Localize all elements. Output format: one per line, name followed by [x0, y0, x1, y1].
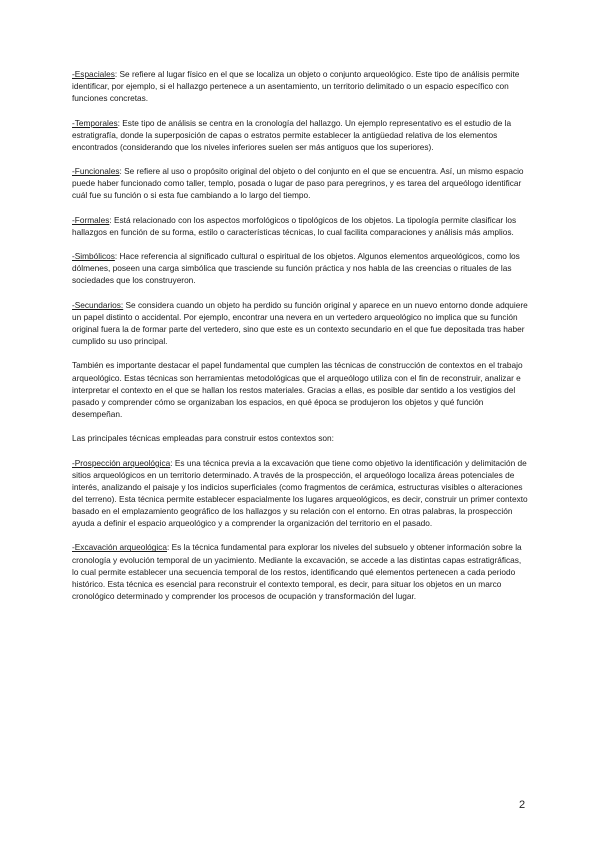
paragraph-text: : Este tipo de análisis se centra en la cronología del hallazgo. Un ejemplo representativo es el estudio de la estratigrafía, donde la superposición de capas o estratos permite establecer la antigüedad relativa de los elementos encontrados (considerando que los niveles inferiores suelen ser más antiguos que los superiores).	[72, 117, 512, 152]
term-excavacion: -Excavación arqueológica	[72, 542, 168, 553]
paragraph-text: Las principales técnicas empleadas para construir estos contextos son:	[72, 433, 334, 444]
term-formales: -Formales	[72, 214, 110, 225]
term-temporales: -Temporales	[72, 117, 118, 128]
paragraph-text: : Se refiere al lugar físico en el que se localiza un objeto o conjunto arqueológico. Este tipo de análisis permite identificar, por ejemplo, si el hallazgo pertenece a un asentamiento, un territorio delimitado o un espacio específico con funciones concretas.	[72, 69, 520, 104]
paragraph-funcionales	[72, 165, 528, 201]
term-espaciales: -Espaciales	[72, 69, 115, 79]
paragraph-text: : Es la técnica fundamental para explorar los niveles del subsuelo y obtener información sobre la cronología y evolución temporal de un yacimiento. Mediante la excavación, se accede a las distintas capas estratigráficas, lo cual permite establecer una secuencia temporal de los restos, identificando qué elementos pertenecen a cada periodo histórico. Esta técnica es esencial para reconstruir el contexto temporal, es decir, para situar los objetos en un marco cronológico determinado y comprender los procesos de ocupación y transformación del lugar.	[72, 542, 522, 601]
paragraph-text: : Está relacionado con los aspectos morfológicos o tipológicos de los objetos. La tipología permite clasificar los hallazgos en función de su forma, estilo o características técnicas, lo cual facilita comparaciones y análisis más amplios.	[72, 214, 517, 237]
paragraph-text: : Se refiere al uso o propósito original del objeto o del conjunto en el que se encuentra. Así, un mismo espacio puede haber funcionado como taller, templo, posada o lugar de paso para peregrinos, y es tarea del arqueólogo identificar cuál fue su función o si esta fue cambiando a lo largo del tiempo.	[72, 166, 524, 201]
term-prospeccion: -Prospección arqueológica	[72, 457, 171, 468]
paragraph-tecnicas-intro	[72, 359, 528, 419]
paragraph-text: : Es una técnica previa a la excavación que tiene como objetivo la identificación y delimitación de sitios arqueológicos en un territorio determinado. A través de la prospección, el arqueólogo localiza áreas potenciales de interés, analizando el paisaje y los indicios superficiales (como fragmentos de cerámica, estructuras visibles o alteraciones del terreno). Esta técnica permite establecer espacialmente los lugares arqueológicos, es decir, construir un primer contexto basado en el emplazamiento geográfico de los hallazgos y su relación con el entorno. En otras palabras, la prospección ayuda a definir el espacio arqueológico y a comprender la organización del territorio en el pasado.	[72, 457, 528, 529]
page-number: 2	[519, 799, 526, 811]
paragraph-text: Se considera cuando un objeto ha perdido su función original y aparece en un nuevo entorno donde adquiere un papel distinto o accidental. Por ejemplo, encontrar una nevera en un vertedero arqueológico no implica que su función original fuera la de formar parte del vertedero, sino que este es un contexto secundario en el que fue depositada tras haber cumplido su uso principal.	[72, 299, 528, 347]
paragraph-secundarios	[72, 299, 528, 347]
term-funcionales: -Funcionales	[72, 166, 120, 177]
paragraph-tecnicas-lead	[72, 432, 528, 444]
paragraph-text: : Hace referencia al significado cultural o espiritual de los objetos. Algunos elementos arqueológicos, como los dólmenes, poseen una carga simbólica que trasciende su función práctica y nos habla de las creencias o rituales de las sociedades que los construyeron.	[72, 251, 520, 286]
paragraph-espaciales	[72, 68, 528, 104]
document-body	[72, 68, 528, 614]
paragraph-simbolicos	[72, 250, 528, 286]
paragraph-excavacion	[72, 541, 528, 601]
paragraph-text: También es importante destacar el papel fundamental que cumplen las técnicas de construcción de contextos en el trabajo arqueológico. Estas técnicas son herramientas metodológicas que el arqueólogo utiliza con el fin de reconstruir, analizar e interpretar el contexto en el que se hallan los restos materiales. Gracias a ellas, es posible dar sentido a los vestigios del pasado y comprender cómo se organizaban los espacios, en qué época se produjeron los objetos y qué función desempeñan.	[72, 360, 523, 419]
term-secundarios: -Secundarios:	[72, 299, 124, 310]
paragraph-formales	[72, 214, 528, 238]
paragraph-prospeccion	[72, 457, 528, 530]
term-simbolicos: -Simbólicos	[72, 251, 115, 262]
paragraph-temporales	[72, 117, 528, 153]
